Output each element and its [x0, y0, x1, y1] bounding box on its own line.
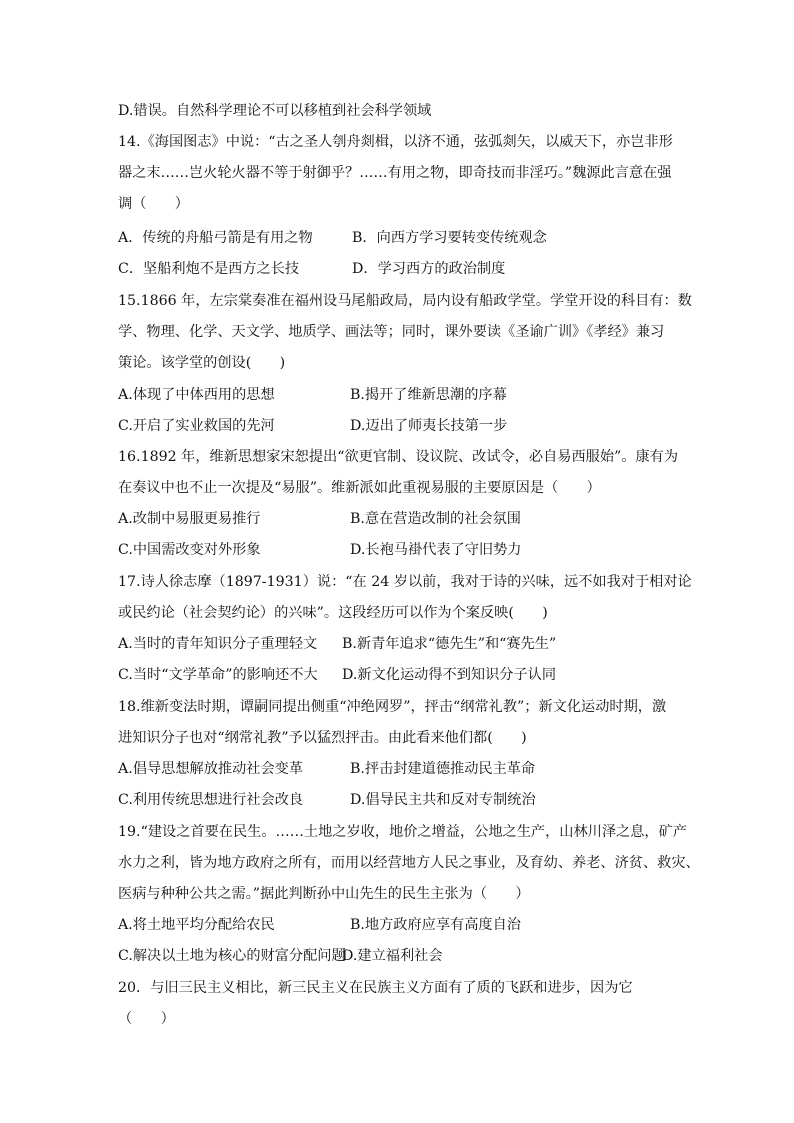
q17-option-d: D.新文化运动得不到知识分子认同: [342, 667, 557, 683]
q15-stem-line-2: 学、物理、化学、天文学、地质学、画法等；同时，课外要读《圣谕广训》《孝经》兼习: [118, 324, 665, 340]
q19-option-c: C.解决以土地为核心的财富分配问题: [118, 948, 346, 964]
q14-option-c: C．坚船利炮不是西方之长技: [118, 261, 300, 277]
q17-option-a: A.当时的青年知识分子重理轻文: [118, 636, 318, 652]
q18-option-b: B.抨击封建道德推动民主革命: [350, 761, 536, 777]
q14-stem-line-3: 调（ ）: [118, 196, 189, 212]
q14-stem-line-1: 14.《海国图志》中说：“古之圣人刳舟剡楫，以济不通，弦弧剡矢，以威天下，亦岂非形: [118, 134, 673, 150]
q17-option-c: C.当时“文学革命”的影响还不大: [118, 667, 318, 683]
q18-stem-line-2: 进知识分子也对“纲常礼教”予以猛烈抨击。由此看来他们都( ): [118, 730, 527, 746]
q13-option-d: D.错误。自然科学理论不可以移植到社会科学领域: [118, 103, 432, 119]
q18-option-a: A.倡导思想解放推动社会变革: [118, 761, 304, 777]
q14-option-d: D．学习西方的政治制度: [352, 261, 506, 277]
q16-option-a: A.改制中易服更易推行: [118, 511, 261, 527]
q17-stem-line-2: 或民约论（社会契约论）的兴味”。这段经历可以作为个案反映( ): [118, 605, 548, 621]
q16-option-d: D.长袍马褂代表了守旧势力: [350, 542, 522, 558]
q20-stem-line-2: （ ）: [118, 1011, 175, 1027]
q17-stem-line-1: 17.诗人徐志摩（1897-1931）说：“在 24 岁以前，我对于诗的兴味，远不如我对于相对论: [118, 574, 692, 590]
q15-option-d: D.迈出了师夷长技第一步: [350, 418, 508, 434]
q16-stem-line-2: 在奏议中也不止一次提及“易服”。维新派如此重视易服的主要原因是（ ）: [118, 480, 601, 496]
q14-stem-line-2: 器之末……岂火轮火器不等于射御乎？……有用之物，即奇技而非淫巧。”魏源此言意在强: [118, 165, 672, 181]
q18-stem-line-1: 18.维新变法时期，谭嗣同提出侧重“冲绝网罗”，抨击“纲常礼教”；新文化运动时期，激: [118, 699, 667, 715]
q20-stem-line-1: 20．与旧三民主义相比，新三民主义在民族主义方面有了质的飞跃和进步，因为它: [118, 980, 633, 996]
q15-option-b: B.揭开了维新思潮的序幕: [350, 387, 507, 403]
q16-stem-line-1: 16.1892 年，维新思想家宋恕提出“欲更官制、设议院、改试令，必自易西服始”。康有为: [118, 449, 679, 465]
q14-option-a: A．传统的舟船弓箭是有用之物: [118, 230, 313, 246]
q19-stem-line-2: 水力之利，皆为地方政府之所有，而用以经营地方人民之事业，及育幼、养老、济贫、救灾、: [118, 855, 700, 871]
q15-stem-line-3: 策论。该学堂的创设( ): [118, 355, 286, 371]
q18-option-c: C.利用传统思想进行社会改良: [118, 792, 304, 808]
q16-option-b: B.意在营造改制的社会氛围: [350, 511, 521, 527]
q15-option-c: C.开启了实业救国的先河: [118, 418, 275, 434]
q19-stem-line-3: 医病与种种公共之需。”据此判断孙中山先生的民生主张为（ ）: [118, 886, 530, 902]
q19-option-a: A.将土地平均分配给农民: [118, 917, 275, 933]
q16-option-c: C.中国需改变对外形象: [118, 542, 261, 558]
q14-option-b: B．向西方学习要转变传统观念: [352, 230, 547, 246]
q19-stem-line-1: 19.“建设之首要在民生。……土地之岁收，地价之增益，公地之生产，山林川泽之息，矿产: [118, 824, 687, 840]
q15-stem-line-1: 15.1866 年，左宗棠奏准在福州设马尾船政局，局内设有船政学堂。学堂开设的科目有：数: [118, 293, 692, 309]
q18-option-d: D.倡导民主共和反对专制统治: [350, 792, 536, 808]
q15-option-a: A.体现了中体西用的思想: [118, 387, 275, 403]
q17-option-b: B.新青年追求“德先生”和“赛先生”: [342, 636, 557, 652]
q19-option-b: B.地方政府应享有高度自治: [350, 917, 521, 933]
q19-option-d: D.建立福利社会: [342, 948, 443, 964]
